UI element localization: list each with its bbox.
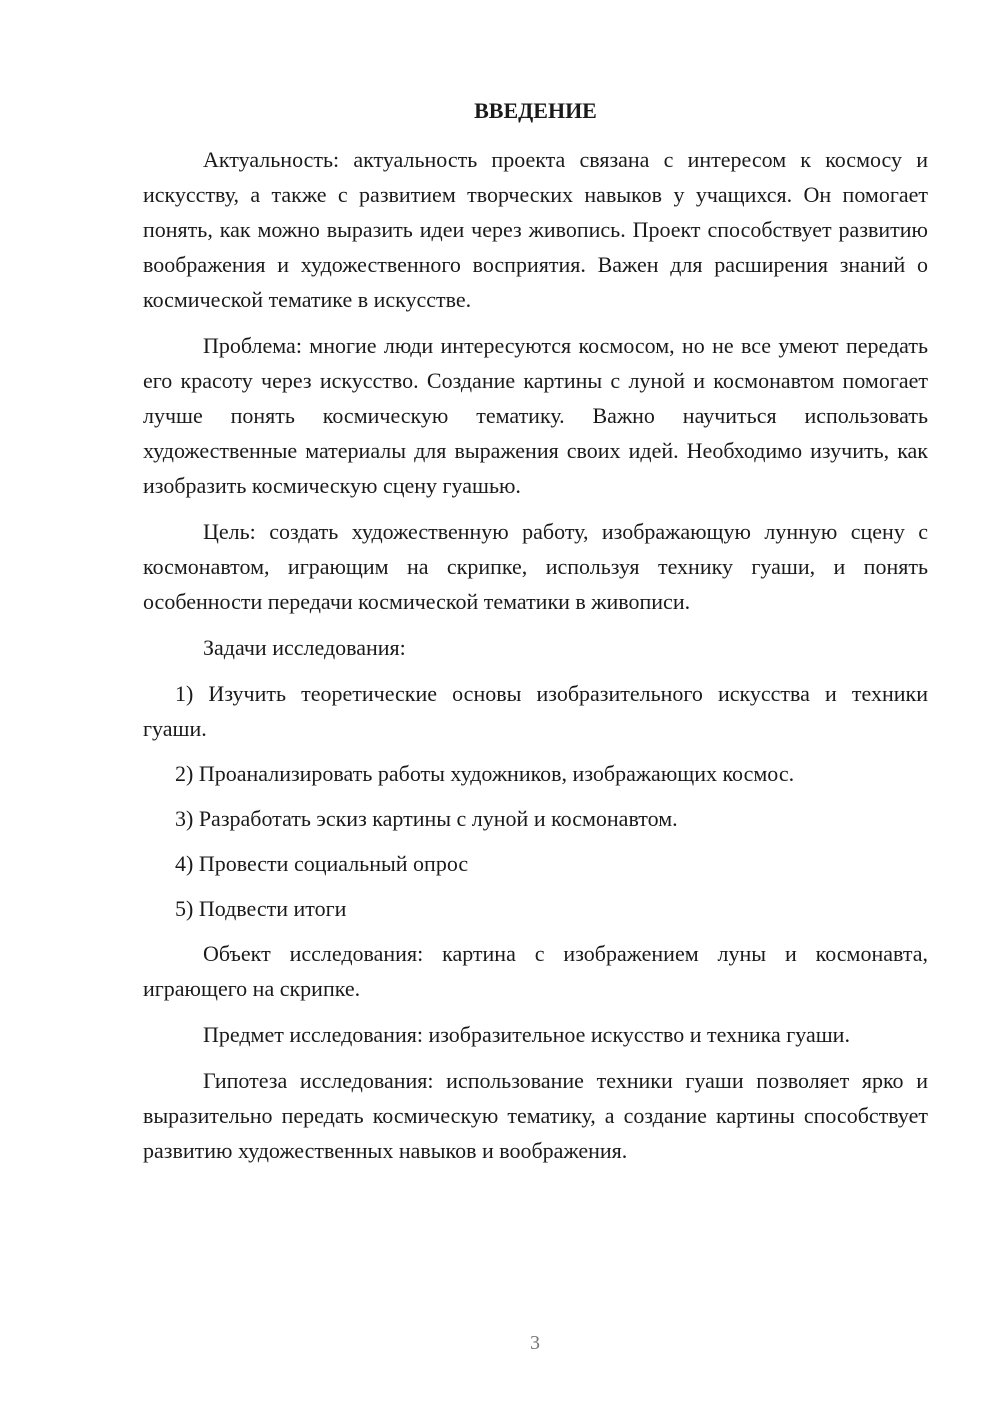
page-title: ВВЕДЕНИЕ — [474, 98, 597, 123]
hypothesis-paragraph: Гипотеза исследования: использование техники гуаши позволяет ярко и выразительно передать космическую тематику, а создание картины способствует развитию художественных навыков и воображения. — [143, 1068, 928, 1163]
relevance-paragraph: Актуальность: актуальность проекта связана с интересом к космосу и искусству, а также с развитием творческих навыков у учащихся. Он помогает понять, как можно выразить идеи через живопись. Проект способствует развитию воображения и художественного восприятия. Важен для расширения знаний о космической тематике в искусстве. — [143, 147, 928, 312]
object-paragraph: Объект исследования: картина с изображением луны и космонавта, играющего на скрипке. — [143, 941, 928, 1001]
list-item: 1) Изучить теоретические основы изобразительного искусства и техники гуаши. — [143, 681, 928, 741]
document-page — [143, 94, 928, 1179]
tasks-list — [143, 676, 928, 926]
subject-paragraph: Предмет исследования: изобразительное искусство и техника гуаши. — [203, 1022, 850, 1047]
list-item: 4) Провести социальный опрос — [175, 851, 469, 876]
tasks-heading: Задачи исследования: — [203, 635, 406, 660]
list-item: 2) Проанализировать работы художников, изображающих космос. — [175, 761, 795, 786]
list-item: 3) Разработать эскиз картины с луной и космонавтом. — [175, 806, 678, 831]
goal-paragraph: Цель: создать художественную работу, изображающую лунную сцену с космонавтом, играющим на скрипке, используя технику гуаши, и понять особенности передачи космической тематики в живописи. — [143, 519, 928, 614]
page-number: 3 — [530, 1332, 540, 1354]
problem-paragraph: Проблема: многие люди интересуются космосом, но не все умеют передать его красоту через искусство. Создание картины с луной и космонавтом помогает лучше понять космическую тематику. Важно научиться использовать художественные материалы для выражения своих идей. Необходимо изучить, как изобразить космическую сцену гуашью. — [143, 333, 928, 498]
list-item: 5) Подвести итоги — [175, 896, 347, 921]
